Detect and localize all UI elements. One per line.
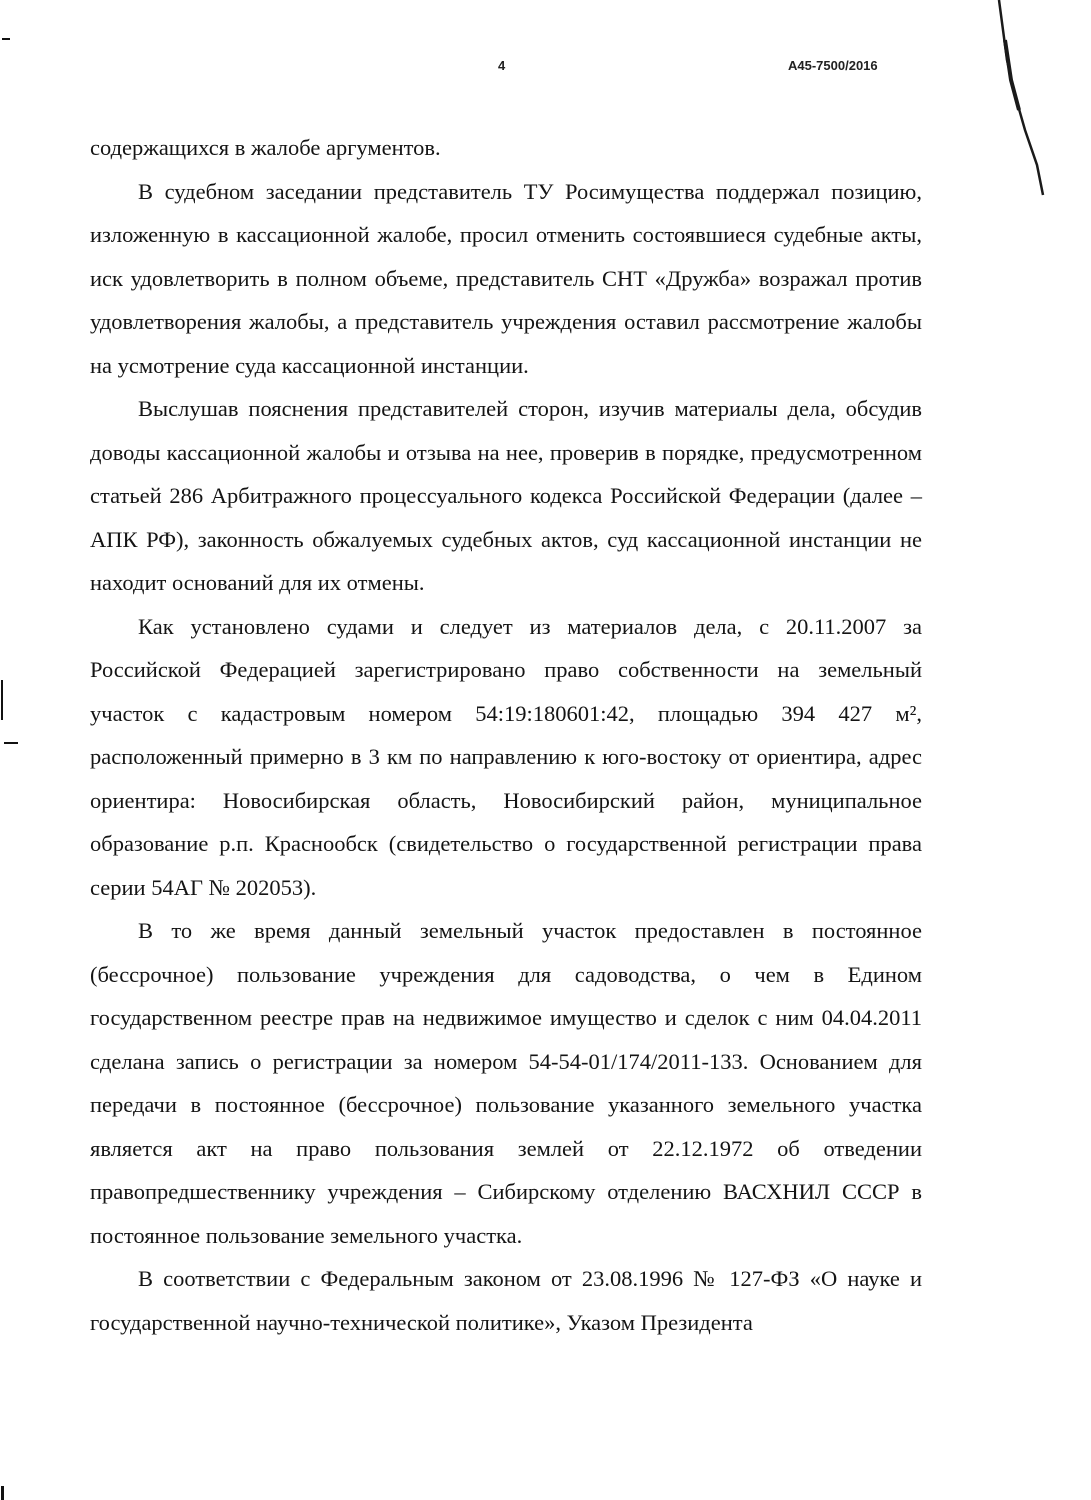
document-body <box>90 126 922 1344</box>
scan-streak-top-right <box>985 0 1065 200</box>
paragraph-4: Как установлено судами и следует из материалов дела, с 20.11.2007 за Российской Федерацией зарегистрировано право собственности на земельный участок с кадастровым номером 54:19:180601:42, площадью 394 427 м², расположенный примерно в 3 км по направлению к юго-востоку от ориентира, адрес ориентира: Новосибирская область, Новосибирский район, муниципальное образование р.п. Краснообск (свидетельство о государственной регистрации права серии 54АГ № 202053). <box>90 613 922 900</box>
scan-mark-left-top <box>2 38 10 40</box>
paragraph-5: В то же время данный земельный участок предоставлен в постоянное (бессрочное) пользование учреждения для садоводства, о чем в Едином государственном реестре прав на недвижимое имущество и сделок с ним 04.04.2011 сделана запись о регистрации за номером 54-54-01/174/2011-133. Основанием для передачи в постоянное (бессрочное) пользование указанного земельного участка является акт на право пользования землей от 22.12.1972 об отведении правопредшественнику учреждения – Сибирскому отделению ВАСХНИЛ СССР в постоянное пользование земельного участка. <box>90 918 922 1248</box>
page-number: 4 <box>498 58 506 73</box>
paragraph-3: Выслушав пояснения представителей сторон, изучив материалы дела, обсудив доводы кассационной жалобы и отзыва на нее, проверив в порядке, предусмотренном статьей 286 Арбитражного процессуального кодекса Российской Федерации (далее – АПК РФ), законность обжалуемых судебных актов, суд кассационной инстанции не находит оснований для их отмены. <box>90 396 922 595</box>
scan-mark-left-bottom <box>1 1486 4 1500</box>
paragraph-1: содержащихся в жалобе аргументов. <box>90 135 441 160</box>
case-number: А45-7500/2016 <box>788 58 878 73</box>
scan-mark-left-mid <box>1 680 3 720</box>
paragraph-6: В соответствии с Федеральным законом от 23.08.1996 № 127-ФЗ «О науке и государственной научно-технической политике», Указом Президента <box>90 1266 922 1335</box>
paragraph-2: В судебном заседании представитель ТУ Росимущества поддержал позицию, изложенную в кассационной жалобе, просил отменить состоявшиеся судебные акты, иск удовлетворить в полном объеме, представитель СНТ «Дружба» возражал против удовлетворения жалобы, а представитель учреждения оставил рассмотрение жалобы на усмотрение суда кассационной инстанции. <box>90 178 922 378</box>
scan-mark-left-dash <box>4 742 18 744</box>
